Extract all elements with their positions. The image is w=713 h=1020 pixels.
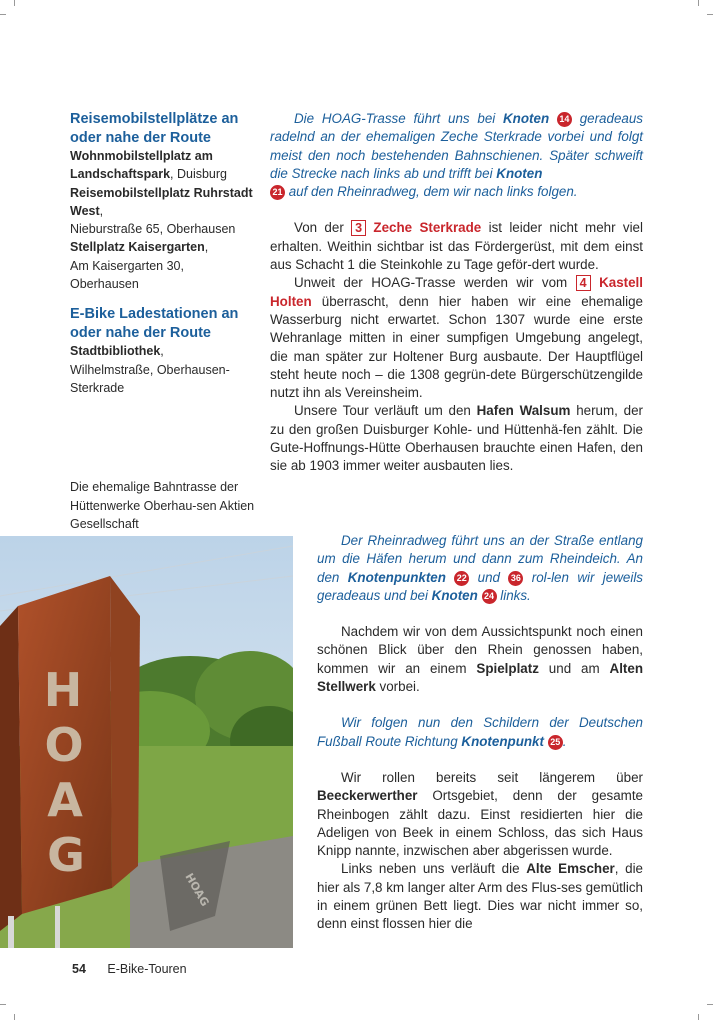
sign-letter: H: [43, 663, 83, 717]
knot-badge: 25: [548, 735, 563, 750]
photo-caption: Die ehemalige Bahntrasse der Hüttenwerke Oberhau-sen Aktien Gesellschaft: [70, 480, 255, 531]
paragraph: Links neben uns verläuft die Alte Emscher, die hier als 7,8 km langer alter Arm des Flus-ses gemütlich in einem grünen Bett liegt. Dies war nicht immer so, denn einst flossen hier die: [317, 861, 644, 932]
knot-badge: 24: [482, 589, 497, 604]
paragraph: Von der 3 Zeche Sterkrade ist leider nicht mehr viel erhalten. Weithin sichtbar ist das Fördergerüst, mit dem einst aus Schacht 1 die Steinkohle zu Tage geför-dert wurde.: [270, 220, 643, 273]
sign-letter: G: [47, 828, 85, 882]
route-directions: Die HOAG-Trasse führt uns bei Knoten 14 geradeaus radelnd an der ehemaligen Zeche Sterkrade vorbei und folgt meist den noch bestehenden Bahnschienen. Später schweift die Strecke nach links ab und trifft bei Knoten 21 auf den Rheinradweg, dem wir nach links folgen.: [270, 111, 643, 200]
paragraph: Unsere Tour verläuft um den Hafen Walsum herum, der zu den großen Duisburger Kohle- und Hüttenhä-fen zählt. Die Gute-Hoffnungs-Hütte Oberhausen brauchte einen Hafen, den sie ab 1903 immer weiter ausbauten lies.: [270, 403, 643, 474]
main-text-column-lower: [317, 532, 643, 934]
sidebar-entry: Stellplatz Kaisergarten, Am Kaisergarten 30, Oberhausen: [70, 240, 209, 292]
crop-mark: [698, 0, 699, 6]
sidebar-heading-campsites: Reisemobilstellplätze an oder nahe der Route: [70, 111, 239, 146]
crop-mark: [0, 14, 6, 15]
route-directions: Wir folgen nun den Schildern der Deutschen Fußball Route Richtung Knotenpunkt 25 .: [317, 715, 643, 749]
crop-mark: [14, 1014, 15, 1020]
crop-mark: [707, 14, 713, 15]
crop-mark: [0, 1004, 6, 1005]
knot-badge: 22: [454, 571, 469, 586]
crop-mark: [707, 1004, 713, 1005]
hoag-sign-photo: [0, 536, 293, 948]
main-text-column-upper: [270, 110, 643, 476]
paragraph: Nachdem wir von dem Aussichtspunkt noch einen schönen Blick über den Rhein genossen haben, kommen wir an einem Spielplatz und am Alten Stellwerk vorbei.: [317, 624, 644, 695]
svg-text:HOAG: HOAG: [182, 871, 212, 909]
knot-badge: 21: [270, 185, 285, 200]
sidebar-entry: Reisemobilstellplatz Ruhrstadt West, Nieburstraße 65, Oberhausen: [70, 185, 253, 237]
poi-number-box: 3: [351, 220, 366, 236]
sidebar-entry: Wohnmobilstellplatz am Landschaftspark, Duisburg: [70, 149, 228, 182]
poi-name: Kastell Holten: [270, 275, 643, 309]
paragraph: Unweit der HOAG-Trasse werden wir vom 4 Kastell Holten überrascht, denn hier haben wir eine ehemalige Wasserburg nicht erwartet. Schon 1307 wurde eine erste Wehranlage mitten in einer sumpfigen Umgebung angelegt, die man später zur Holtener Burg ausbaute. Der Hauptflügel steht heute noch – die 1308 gegrün-dete Bürgerschützengilde nutzt ihn als Vereinsheim.: [270, 275, 643, 401]
sidebar-heading-charging: E-Bike Ladestationen an oder nahe der Route: [70, 306, 239, 341]
sign-letter: A: [47, 773, 83, 827]
paragraph: Wir rollen bereits seit längerem über Beeckerwerther Ortsgebiet, denn der gesamte Rheinbogen zählt dazu. Einst residierten hier die Adeligen von Beek in einem Schloss, das sich Haus Knipp nannte, inzwischen aber abgerissen wurde.: [317, 769, 643, 859]
section-title: E-Bike-Touren: [107, 962, 187, 976]
sign-letter: O: [44, 718, 84, 772]
sidebar: [70, 110, 255, 397]
knot-badge: 14: [557, 112, 572, 127]
crop-mark: [698, 1014, 699, 1020]
knot-badge: 36: [508, 571, 523, 586]
route-directions: Der Rheinradweg führt uns an der Straße entlang um die Häfen herum und dann zum Rheindeich. An den Knotenpunkten 22 und 36 rol-len wir jeweils geradeaus und bei Knoten 24 links.: [317, 533, 643, 603]
poi-number-box: 4: [576, 275, 591, 291]
sidebar-entry: Stadtbibliothek, Wilhelmstraße, Oberhausen-Sterkrade: [70, 344, 230, 395]
page-footer: [72, 962, 187, 976]
page-number: 54: [72, 962, 86, 976]
crop-mark: [14, 0, 15, 6]
poi-name: Zeche Sterkrade: [373, 220, 482, 236]
